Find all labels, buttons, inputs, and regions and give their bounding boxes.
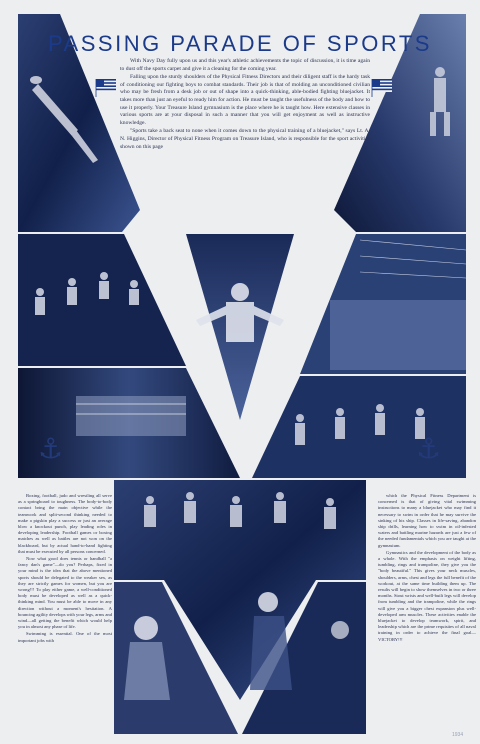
body-paragraph: which the Physical Fitness Department is concerned is that of giving vital swimming instructions to many a bluejacket who may find it necessary to swim in order that he may survive the sinking of his ship. Classes in life-saving, abandon ship drills, learning how to swim in oil-infested waters and battling marine hazards are just a few of the needed fundamentals which you are taught at the gymnasium. (378, 493, 476, 548)
right-column-text (378, 493, 476, 644)
boxing-ring (76, 396, 186, 436)
intro-text (120, 58, 370, 152)
intro-paragraph: "Sports take a back seat to none when it comes down to the physical training of a bluejacket," says Lt. A. N. Higgins, Director of Physical Fitness Program on Treasure Island, who is responsible for the sport activities shown on this page (120, 128, 370, 150)
left-column-text (18, 493, 112, 645)
anchor-icon: ⚓ (416, 432, 442, 465)
body-paragraph: Gymnastics and the development of the body as a whole. With the emphasis on weight lifting, tumbling, rings and trampoline, they give you the "body beautiful." This gives your neck muscles, shoulders, arms, chest and legs the full benefit of the workout, at the same time building them up. The results will begin to show themselves in two or three months. Stout wrists and well-built legs will develop from tumbling and the trampoline, while the rings will give you a bigger chest expansion plus well-developed arm muscles. These activities enable the bluejacket to develop teamwork, spirit, and leadership which are the prime requisites of all naval training in order to achieve the final goal—VICTORY!!! (378, 549, 476, 642)
body-paragraph: Boxing, football, judo and wrestling all serve as a springboard to toughness. The body-to-body contact bring the main objective while the teamwork and split-second thinking needed to make a pigskin play a success or just an average blow a knockout punch, play leading roles in developing leadership. Football games or boxing matches as well as battles are not won on the blackboard, but by actual hand-to-hand fighting that must be executed by all persons concerned. (18, 493, 112, 554)
page-folio: 1934 (452, 732, 464, 738)
body-paragraph: Now what good does tennis or handball "a fancy dan's game"—do you? Perhaps, fixed in your mind is the idea that the above mentioned sports should be delegated to the weaker sex, as they are strictly games for women, but you are wrong!!! To play either game, a well-conditioned body must be developed as well as a quick-thinking mind. You must be able to move in any direction without a moment's hesitation. A bouncing agility develops with your legs, arms and wind—all getting the benefit which would help you in almost any phase of life. (18, 556, 112, 630)
intro-paragraph: With Navy Day fully upon us and this year's athletic achievements the topic of discussion, it is time again to dust off the sports carpet and give it a cleaning for the coming year. (120, 58, 370, 72)
body-paragraph: Swimming is essential. One of the most important jobs with (18, 631, 112, 643)
anchor-icon: ⚓ (38, 432, 64, 465)
page-title: PASSING PARADE OF SPORTS (48, 30, 432, 56)
intro-paragraph: Falling upon the sturdy shoulders of the Physical Fitness Directors and their diligent staff is the hardy task of conditioning our fighting boys to combat standards. Their job is that of molding an unconditioned civilian who may be fresh from a desk job or out of shape into a quick-thinking, able-bodied fighting bluejacket. It takes more than just an eyeful to ready him for action. He must be taught the usefulness of the body and how to use it properly. Your Treasure Island gymnasium is the place where he is taught how. Here extensive classes in various sports are at your disposal in such a manner that you will get enjoyment as well as instructive knowledge. (120, 74, 370, 126)
